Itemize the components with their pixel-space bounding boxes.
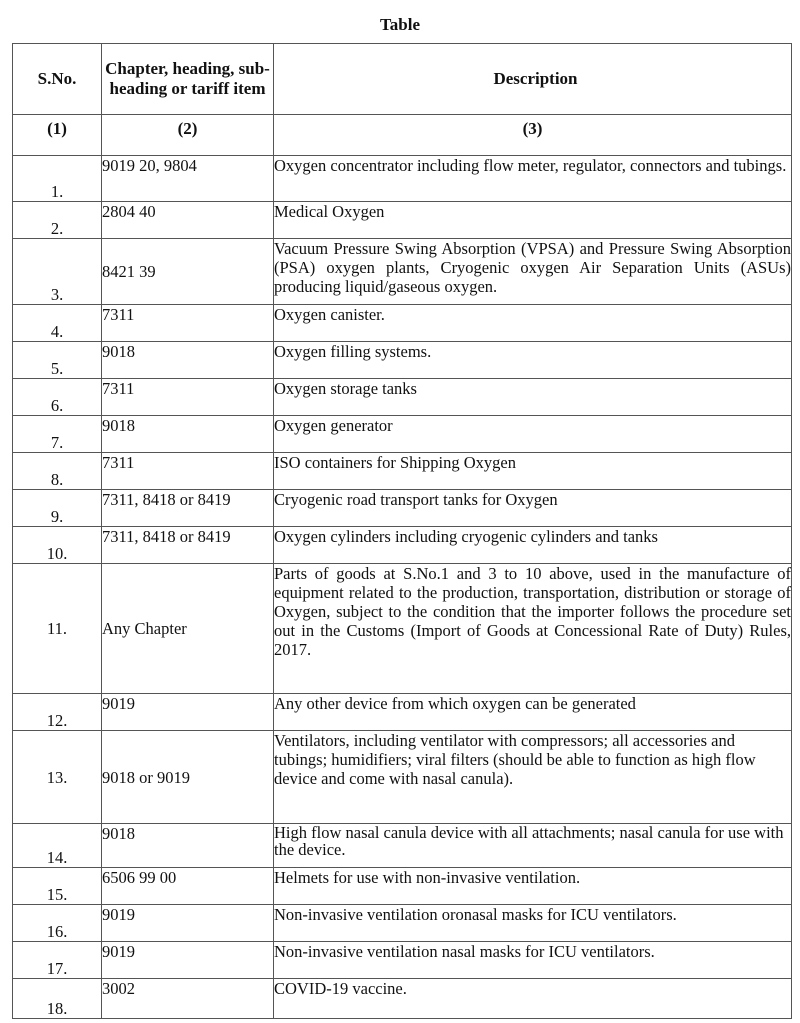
row-description: Parts of goods at S.No.1 and 3 to 10 above, used in the manufacture of equipment related to the production, transportation, distribution or storage of Oxygen, subject to the condition that the importer follows the procedure set out in the Customs (Import of Goods at Concessional Rate of Duty) Rules, 2017. (274, 564, 792, 694)
row-description: COVID-19 vaccine. (274, 979, 792, 1019)
row-description: Oxygen canister. (274, 305, 792, 342)
row-sno: 3. (13, 239, 102, 305)
row-code: 9019 (102, 905, 274, 942)
column-number-1: (1) (13, 115, 102, 156)
row-sno: 9. (13, 490, 102, 527)
table-row (13, 824, 792, 868)
row-description: Oxygen concentrator including flow meter, regulator, connectors and tubings. (274, 156, 792, 202)
row-code: 3002 (102, 979, 274, 1019)
row-sno: 7. (13, 416, 102, 453)
column-number-2: (2) (102, 115, 274, 156)
row-sno: 13. (13, 731, 102, 824)
row-code: 7311 (102, 305, 274, 342)
row-sno: 6. (13, 379, 102, 416)
table-row (13, 527, 792, 564)
row-code: 9018 (102, 342, 274, 379)
row-sno: 17. (13, 942, 102, 979)
row-description: Vacuum Pressure Swing Absorption (VPSA) and Pressure Swing Absorption (PSA) oxygen plants, Cryogenic oxygen Air Separation Units (ASUs) producing liquid/gaseous oxygen. (274, 239, 792, 305)
row-description: Medical Oxygen (274, 202, 792, 239)
row-description: Oxygen storage tanks (274, 379, 792, 416)
table-row (13, 564, 792, 694)
row-description: ISO containers for Shipping Oxygen (274, 453, 792, 490)
row-sno: 10. (13, 527, 102, 564)
row-sno: 15. (13, 868, 102, 905)
row-description: High flow nasal canula device with all attachments; nasal canula for use with the device. (274, 824, 792, 868)
row-description: Helmets for use with non-invasive ventilation. (274, 868, 792, 905)
page-title: Table (379, 15, 420, 34)
table-row (13, 305, 792, 342)
row-code: 2804 40 (102, 202, 274, 239)
table-row (13, 490, 792, 527)
row-sno: 5. (13, 342, 102, 379)
header-description: Description (274, 44, 792, 115)
row-code: 7311 (102, 453, 274, 490)
row-description: Oxygen cylinders including cryogenic cylinders and tanks (274, 527, 792, 564)
row-code: 9018 (102, 824, 274, 868)
row-code: 9019 (102, 694, 274, 731)
row-sno: 14. (13, 824, 102, 868)
table-row (13, 416, 792, 453)
row-description: Non-invasive ventilation oronasal masks for ICU ventilators. (274, 905, 792, 942)
table-row (13, 979, 792, 1019)
row-description: Cryogenic road transport tanks for Oxygen (274, 490, 792, 527)
table-row (13, 694, 792, 731)
row-sno: 16. (13, 905, 102, 942)
row-description: Any other device from which oxygen can be generated (274, 694, 792, 731)
header-sno: S.No. (13, 44, 102, 115)
row-sno: 12. (13, 694, 102, 731)
table-row (13, 942, 792, 979)
row-code: 7311 (102, 379, 274, 416)
row-sno: 4. (13, 305, 102, 342)
table-row (13, 156, 792, 202)
table-row (13, 905, 792, 942)
row-code: 9018 (102, 416, 274, 453)
row-description: Ventilators, including ventilator with compressors; all accessories and tubings; humidifiers; viral filters (should be able to function as high flow device and come with nasal canula). (274, 731, 792, 824)
row-sno: 11. (13, 564, 102, 694)
row-code: Any Chapter (102, 564, 274, 694)
table-row (13, 453, 792, 490)
row-description: Oxygen generator (274, 416, 792, 453)
table-row (13, 342, 792, 379)
tariff-table (12, 43, 792, 1019)
table-header-row (13, 44, 792, 115)
row-code: 9019 (102, 942, 274, 979)
row-sno: 18. (13, 979, 102, 1019)
row-code: 9018 or 9019 (102, 731, 274, 824)
row-code: 7311, 8418 or 8419 (102, 527, 274, 564)
table-row (13, 731, 792, 824)
header-code: Chapter, heading, sub-heading or tariff item (102, 44, 274, 115)
table-row (13, 202, 792, 239)
row-description: Oxygen filling systems. (274, 342, 792, 379)
row-sno: 8. (13, 453, 102, 490)
column-number-3: (3) (274, 115, 792, 156)
row-code: 6506 99 00 (102, 868, 274, 905)
table-row (13, 239, 792, 305)
column-number-row (13, 115, 792, 156)
row-code: 8421 39 (102, 239, 274, 305)
row-sno: 2. (13, 202, 102, 239)
table-row (13, 868, 792, 905)
row-code: 9019 20, 9804 (102, 156, 274, 202)
table-row (13, 379, 792, 416)
row-code: 7311, 8418 or 8419 (102, 490, 274, 527)
row-sno: 1. (13, 156, 102, 202)
row-description: Non-invasive ventilation nasal masks for ICU ventilators. (274, 942, 792, 979)
